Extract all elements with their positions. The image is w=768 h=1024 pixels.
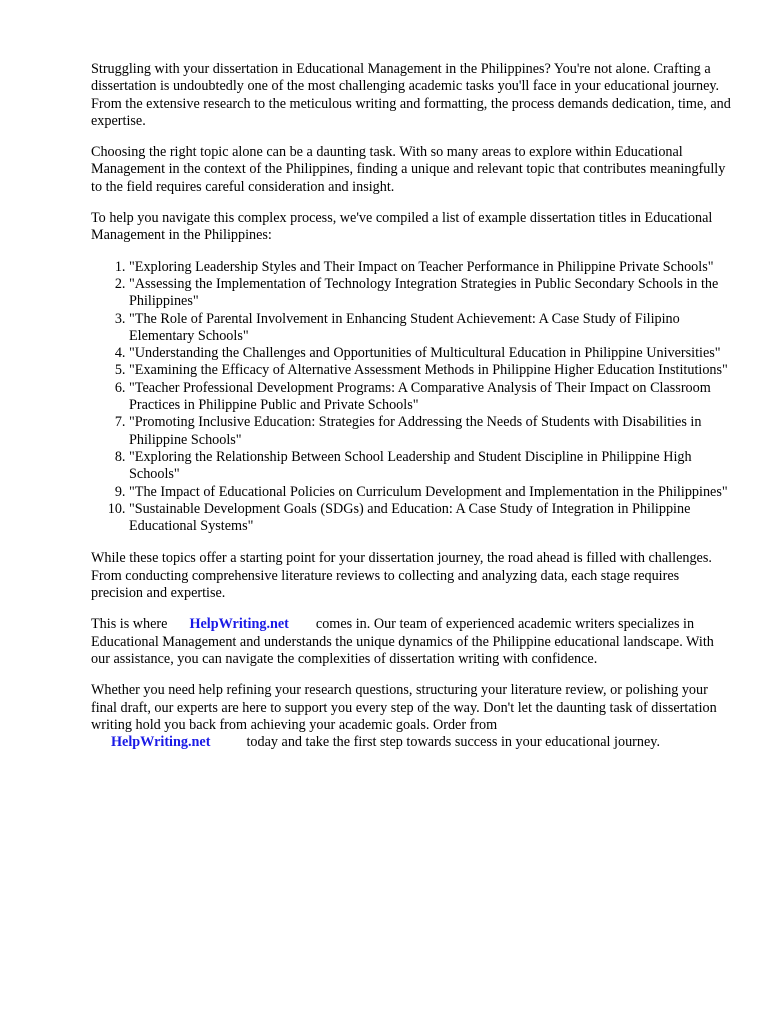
- list-item: 2. "Assessing the Implementation of Technology Integration Strategies in Public Secondary Schools in the Philippines": [129, 276, 731, 311]
- helpwriting-link[interactable]: HelpWriting.net: [189, 616, 289, 633]
- document-body: [91, 61, 731, 765]
- closing-text-after: today and take the first step towards success in your educational journey.: [246, 734, 661, 751]
- list-item: 1. "Exploring Leadership Styles and Their Impact on Teacher Performance in Philippine Private Schools": [129, 259, 731, 276]
- list-item: 10. "Sustainable Development Goals (SDGs) and Education: A Case Study of Integration in Philippine Educational Systems": [129, 501, 731, 536]
- closing-text-before: Whether you need help refining your research questions, structuring your literature review, or polishing your final draft, our experts are here to support you every step of the way. Don't let the daunting task of dissertation writing hold you back from achieving your academic goals. Order from: [91, 682, 717, 733]
- road-ahead-paragraph: While these topics offer a starting point for your dissertation journey, the road ahead is filled with challenges. From conducting comprehensive literature reviews to collecting and analyzing data, each stage requires precision and expertise.: [91, 550, 712, 602]
- list-intro-paragraph: To help you navigate this complex process, we've compiled a list of example dissertation titles in Educational Management in the Philippines:: [91, 210, 713, 244]
- intro-paragraph: Struggling with your dissertation in Educational Management in the Philippines? You're not alone. Crafting a dissertation is undoubtedly one of the most challenging academic tasks you'll face in your educational journey. From the extensive research to the meticulous writing and formatting, the process demands dedication, time, and expertise.: [91, 61, 731, 129]
- closing-paragraph: [91, 682, 731, 751]
- list-item: 9. "The Impact of Educational Policies on Curriculum Development and Implementation in the Philippines": [129, 484, 731, 501]
- list-item: 6. "Teacher Professional Development Programs: A Comparative Analysis of Their Impact on Classroom Practices in Philippine Public and Private Schools": [129, 380, 731, 415]
- help-text-after: comes in. Our team of experienced academic writers specializes in Educational Management and understands the unique dynamics of the Philippine educational landscape. With our assistance, you can navigate the complexities of dissertation writing with confidence.: [91, 616, 714, 667]
- list-item: 3. "The Role of Parental Involvement in Enhancing Student Achievement: A Case Study of Filipino Elementary Schools": [129, 311, 731, 346]
- help-paragraph: [91, 616, 731, 668]
- topic-paragraph: Choosing the right topic alone can be a daunting task. With so many areas to explore within Educational Management in the context of the Philippines, finding a unique and relevant topic that contributes meaningfully to the field requires careful consideration and insight.: [91, 144, 726, 195]
- dissertation-title-list: [91, 259, 731, 536]
- list-item: 5. "Examining the Efficacy of Alternative Assessment Methods in Philippine Higher Education Institutions": [129, 362, 731, 379]
- help-text-before: This is where: [91, 616, 168, 633]
- helpwriting-link-order[interactable]: HelpWriting.net: [111, 734, 211, 751]
- list-item: 7. "Promoting Inclusive Education: Strategies for Addressing the Needs of Students with Disabilities in Philippine Schools": [129, 414, 731, 449]
- list-item: 8. "Exploring the Relationship Between School Leadership and Student Discipline in Philippine High Schools": [129, 449, 731, 484]
- list-item: 4. "Understanding the Challenges and Opportunities of Multicultural Education in Philippine Universities": [129, 345, 731, 362]
